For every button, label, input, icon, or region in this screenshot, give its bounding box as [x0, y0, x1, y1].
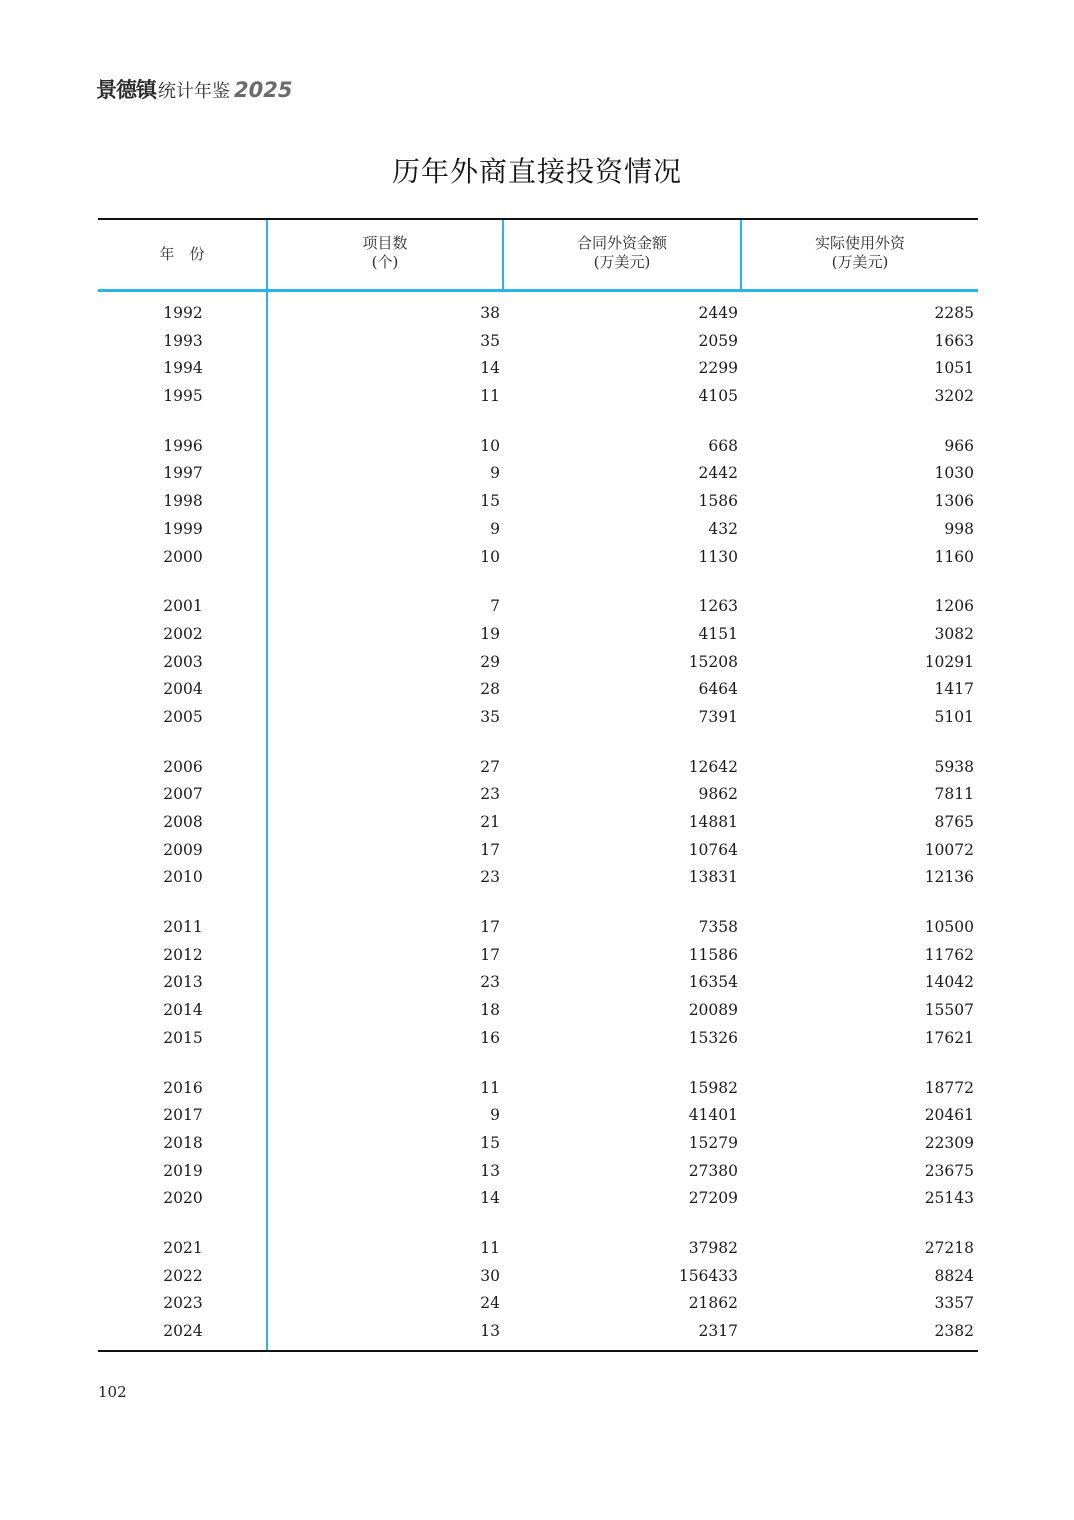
cell-actual: 3082 [934, 624, 974, 643]
table-row [98, 864, 978, 892]
cell-projects: 23 [480, 785, 500, 804]
cell-actual: 1306 [934, 492, 974, 511]
cell-actual: 1206 [934, 597, 974, 616]
header-projects-unit: (个) [371, 253, 399, 271]
cell-year: 1999 [163, 519, 203, 538]
table-row [98, 1102, 978, 1130]
cell-contract: 15208 [688, 652, 738, 671]
cell-projects: 13 [480, 1322, 500, 1340]
table-row [98, 704, 978, 732]
cell-contract: 9862 [698, 785, 738, 804]
cell-contract: 10764 [688, 840, 738, 859]
cell-contract: 4151 [698, 624, 738, 643]
cell-year: 2023 [163, 1294, 203, 1313]
table-row [98, 1025, 978, 1053]
cell-year: 1996 [163, 436, 203, 455]
cell-contract: 1586 [698, 492, 738, 511]
table-row [98, 460, 978, 488]
table-row [98, 383, 978, 411]
cell-year: 1998 [163, 492, 203, 511]
header-year-col [98, 245, 266, 264]
table-row [98, 1235, 978, 1263]
cell-contract: 6464 [698, 680, 738, 699]
cell-contract: 432 [708, 519, 738, 538]
cell-projects: 23 [480, 868, 500, 887]
cell-year: 2011 [163, 918, 203, 937]
table-row [98, 754, 978, 782]
cell-actual: 22309 [924, 1133, 974, 1152]
cell-actual: 1030 [934, 464, 974, 483]
page-title: 历年外商直接投资情况 [391, 155, 682, 188]
row-group [98, 300, 978, 411]
cell-projects: 15 [480, 492, 500, 511]
cell-contract: 21862 [688, 1294, 738, 1313]
cell-year: 1992 [163, 304, 203, 322]
cell-contract: 15982 [688, 1078, 738, 1097]
cell-year: 2013 [163, 973, 203, 992]
cell-contract: 14881 [688, 813, 738, 831]
cell-actual: 14042 [924, 973, 974, 992]
cell-year: 2015 [163, 1028, 203, 1047]
cell-projects: 17 [480, 945, 500, 964]
cell-actual: 1663 [934, 331, 974, 350]
cell-projects: 23 [480, 973, 500, 992]
cell-actual: 10072 [924, 840, 974, 859]
table-row [98, 676, 978, 704]
table-row [98, 1130, 978, 1158]
cell-year: 2017 [163, 1106, 203, 1125]
cell-projects: 9 [490, 464, 500, 483]
table-row [98, 649, 978, 677]
table-row [98, 328, 978, 356]
cell-year: 2018 [163, 1133, 203, 1152]
header-actual-label: 实际使用外资 [814, 234, 905, 252]
cell-contract: 27380 [688, 1161, 738, 1180]
row-group [98, 433, 978, 571]
cell-contract: 668 [708, 436, 738, 455]
cell-actual: 12136 [924, 868, 974, 887]
cell-projects: 35 [480, 331, 500, 350]
cell-projects: 38 [480, 304, 500, 322]
cell-actual: 23675 [924, 1161, 974, 1180]
cell-contract: 15279 [688, 1133, 738, 1152]
cell-year: 2016 [163, 1078, 203, 1097]
cell-projects: 18 [480, 1001, 500, 1020]
cell-projects: 28 [480, 680, 500, 699]
header-contract-label: 合同外资金额 [576, 234, 667, 252]
cell-projects: 9 [490, 1106, 500, 1125]
table-row [98, 969, 978, 997]
cell-actual: 18772 [924, 1078, 974, 1097]
table-row [98, 837, 978, 865]
cell-actual: 11762 [924, 945, 974, 964]
cell-actual: 5938 [934, 757, 974, 776]
table-row [98, 1158, 978, 1186]
table-row [98, 1290, 978, 1318]
cell-projects: 10 [480, 436, 500, 455]
table-row [98, 593, 978, 621]
cell-actual: 1160 [934, 547, 974, 566]
cell-projects: 11 [480, 1078, 500, 1097]
cell-contract: 2449 [698, 304, 738, 322]
cell-year: 2007 [163, 785, 203, 804]
cell-contract: 11586 [688, 945, 738, 964]
header-contract-unit: (万美元) [593, 253, 651, 271]
row-group [98, 754, 978, 892]
header-year-label: 年 份 [159, 245, 205, 263]
cell-actual: 8765 [934, 813, 974, 831]
header-actual-unit: (万美元) [831, 253, 889, 271]
cell-projects: 21 [480, 813, 500, 831]
cell-contract: 27209 [688, 1189, 738, 1208]
cell-actual: 1417 [934, 680, 974, 699]
cell-contract: 2442 [698, 464, 738, 483]
cell-projects: 13 [480, 1161, 500, 1180]
cell-contract: 2299 [698, 359, 738, 378]
table-row [98, 355, 978, 383]
table-body [98, 300, 978, 1368]
cell-projects: 29 [480, 652, 500, 671]
cell-projects: 35 [480, 707, 500, 726]
row-group [98, 1075, 978, 1213]
header-actual-col [742, 234, 978, 272]
row-group [98, 914, 978, 1052]
cell-year: 2009 [163, 840, 203, 859]
cell-year: 2021 [163, 1238, 203, 1257]
table-row [98, 488, 978, 516]
cell-projects: 16 [480, 1028, 500, 1047]
cell-year: 2003 [163, 652, 203, 671]
cell-projects: 30 [480, 1266, 500, 1285]
header-year: 2025 [234, 78, 293, 102]
table-row [98, 914, 978, 942]
table-row [98, 300, 978, 328]
cell-contract: 156433 [678, 1266, 738, 1285]
cell-year: 2020 [163, 1189, 203, 1208]
header-separator [98, 289, 978, 292]
table-row [98, 1185, 978, 1213]
cell-year: 2019 [163, 1161, 203, 1180]
cell-year: 2008 [163, 813, 203, 831]
cell-actual: 25143 [924, 1189, 974, 1208]
cell-year: 2010 [163, 868, 203, 887]
cell-projects: 24 [480, 1294, 500, 1313]
cell-contract: 7391 [698, 707, 738, 726]
table-row [98, 1263, 978, 1291]
cell-year: 2024 [163, 1322, 203, 1340]
cell-actual: 3357 [934, 1294, 974, 1313]
cell-year: 2000 [163, 547, 203, 566]
cell-actual: 2285 [934, 304, 974, 322]
cell-contract: 41401 [688, 1106, 738, 1125]
page-number: 102 [98, 1383, 127, 1401]
cell-actual: 10291 [924, 652, 974, 671]
cell-actual: 7811 [934, 785, 974, 804]
header-projects-label: 项目数 [362, 234, 408, 252]
cell-contract: 1263 [698, 597, 738, 616]
cell-year: 2006 [163, 757, 203, 776]
cell-contract: 12642 [688, 757, 738, 776]
cell-contract: 7358 [698, 918, 738, 937]
cell-year: 2022 [163, 1266, 203, 1285]
cell-projects: 19 [480, 624, 500, 643]
table-row [98, 942, 978, 970]
cell-actual: 3202 [934, 387, 974, 406]
cell-year: 2005 [163, 707, 203, 726]
table-row [98, 516, 978, 544]
cell-projects: 27 [480, 757, 500, 776]
cell-actual: 20461 [924, 1106, 974, 1125]
header-contract-col [504, 234, 740, 272]
cell-projects: 11 [480, 1238, 500, 1257]
header-brand: 景德镇 [96, 78, 156, 102]
cell-contract: 4105 [698, 387, 738, 406]
table-row [98, 1318, 978, 1346]
running-header [96, 74, 292, 104]
cell-projects: 7 [490, 597, 500, 616]
row-group [98, 1235, 978, 1346]
cell-actual: 27218 [924, 1238, 974, 1257]
cell-year: 1994 [163, 359, 203, 378]
cell-contract: 20089 [688, 1001, 738, 1020]
table-row [98, 1075, 978, 1103]
table-row [98, 997, 978, 1025]
cell-actual: 2382 [934, 1322, 974, 1340]
cell-projects: 17 [480, 918, 500, 937]
cell-year: 2014 [163, 1001, 203, 1020]
cell-projects: 15 [480, 1133, 500, 1152]
cell-contract: 2059 [698, 331, 738, 350]
table-row [98, 544, 978, 572]
cell-contract: 1130 [698, 547, 738, 566]
cell-actual: 5101 [934, 707, 974, 726]
table-row [98, 809, 978, 837]
cell-actual: 17621 [924, 1028, 974, 1047]
cell-actual: 998 [944, 519, 974, 538]
cell-projects: 10 [480, 547, 500, 566]
cell-contract: 15326 [688, 1028, 738, 1047]
cell-year: 2004 [163, 680, 203, 699]
header-book-title: 统计年鉴 [158, 81, 230, 102]
cell-year: 1993 [163, 331, 203, 350]
cell-projects: 11 [480, 387, 500, 406]
cell-projects: 9 [490, 519, 500, 538]
cell-actual: 8824 [934, 1266, 974, 1285]
cell-projects: 14 [480, 1189, 500, 1208]
cell-projects: 14 [480, 359, 500, 378]
cell-year: 1995 [163, 387, 203, 406]
row-group [98, 593, 978, 731]
table-row [98, 621, 978, 649]
cell-contract: 2317 [698, 1322, 738, 1340]
cell-year: 1997 [163, 464, 203, 483]
cell-contract: 16354 [688, 973, 738, 992]
cell-actual: 10500 [924, 918, 974, 937]
cell-actual: 15507 [924, 1001, 974, 1020]
cell-actual: 1051 [934, 359, 974, 378]
header-projects-col [268, 234, 502, 272]
table-row [98, 433, 978, 461]
cell-year: 2012 [163, 945, 203, 964]
cell-actual: 966 [944, 436, 974, 455]
cell-year: 2002 [163, 624, 203, 643]
cell-year: 2001 [163, 597, 203, 616]
cell-contract: 37982 [688, 1238, 738, 1257]
cell-contract: 13831 [688, 868, 738, 887]
cell-projects: 17 [480, 840, 500, 859]
investment-table [98, 218, 978, 1352]
table-row [98, 781, 978, 809]
